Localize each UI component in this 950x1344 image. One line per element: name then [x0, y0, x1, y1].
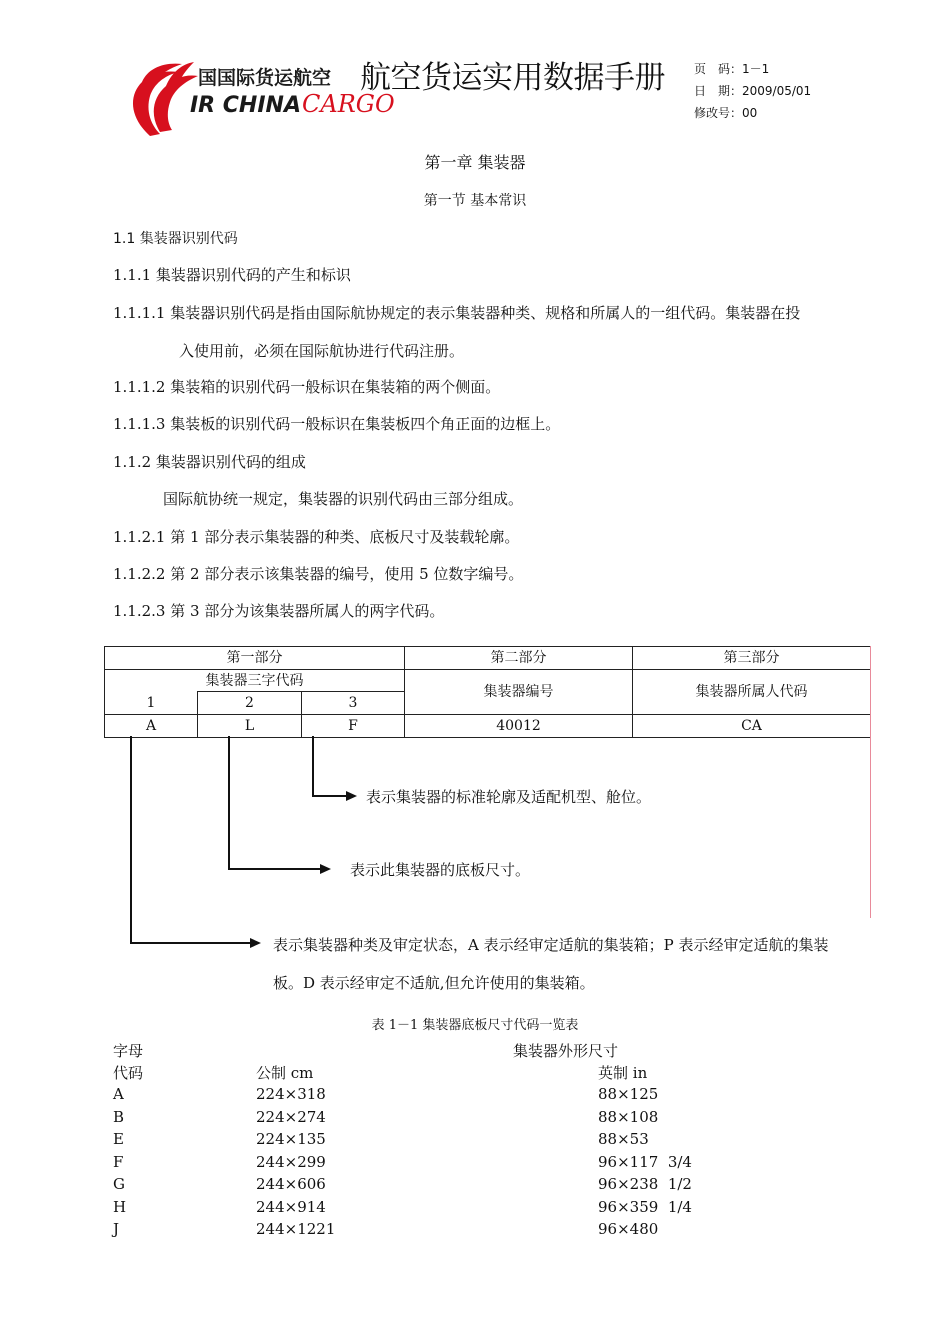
size-code-cell: F: [113, 1153, 124, 1171]
size-metric-cell: 244×914: [256, 1198, 326, 1216]
header-metric: 公制 cm: [256, 1064, 314, 1082]
annotation-type-status-cont: 板。D 表示经审定不适航,但允许使用的集装箱。: [273, 974, 595, 992]
annotation-type-status: 表示集装器种类及审定状态，A 表示经审定适航的集装箱；P 表示经审定适航的集装: [273, 936, 829, 954]
size-code-cell: E: [113, 1130, 124, 1148]
code-letter-3: F: [302, 715, 405, 738]
size-code-cell: J: [113, 1220, 120, 1238]
chapter-heading: 第一章 集装器: [424, 153, 526, 172]
size-imperial-cell: 88×53: [598, 1130, 649, 1148]
table-caption: 表 1－1 集装器底板尺寸代码一览表: [371, 1018, 579, 1033]
size-metric-cell: 244×299: [256, 1153, 326, 1171]
paragraph-1-1-2-1: 1.1.2.1 第 1 部分表示集装器的种类、底板尺寸及装载轮廓。: [113, 528, 520, 546]
arrow-head-1-icon: [250, 938, 261, 948]
serial-number-value: 40012: [405, 715, 633, 738]
size-imperial-cell: 96×238 1/2: [598, 1175, 692, 1193]
size-code-cell: G: [113, 1175, 125, 1193]
manual-title: 航空货运实用数据手册: [360, 60, 665, 96]
owner-code-header: 集装器所属人代码: [633, 670, 871, 715]
date-value: 2009/05/01: [742, 84, 812, 98]
part-three-header: 第三部分: [633, 647, 871, 670]
size-metric-cell: 224×274: [256, 1108, 326, 1126]
arrow-part-1-line: [131, 736, 252, 943]
size-metric-cell: 244×606: [256, 1175, 326, 1193]
heading-1-1-1: 1.1.1 集装器识别代码的产生和标识: [113, 266, 351, 284]
paragraph-1-1-2-2: 1.1.2.2 第 2 部分表示该集装器的编号，使用 5 位数字编号。: [113, 565, 524, 583]
serial-number-header: 集装器编号: [405, 670, 633, 715]
annotation-outline: 表示集装器的标准轮廓及适配机型、舱位。: [366, 788, 652, 806]
position-1: 1: [105, 692, 198, 715]
revision-label: 修改号：: [694, 106, 743, 120]
section-heading: 第一节 基本常识: [423, 193, 527, 209]
page-value: 1－1: [742, 62, 770, 76]
size-metric-cell: 224×318: [256, 1085, 326, 1103]
three-letter-code-header: 集装器三字代码: [105, 670, 405, 692]
owner-code-value: CA: [633, 715, 871, 738]
page-label: 页 码：: [694, 62, 743, 76]
size-code-cell: H: [113, 1198, 127, 1216]
position-2: 2: [198, 692, 302, 715]
revision-value: 00: [742, 106, 758, 120]
size-imperial-cell: 96×117 3/4: [598, 1153, 692, 1171]
arrow-head-3-icon: [346, 791, 357, 801]
size-metric-cell: 224×135: [256, 1130, 326, 1148]
position-3: 3: [302, 692, 405, 715]
arrow-head-2-icon: [320, 864, 331, 874]
paragraph-intro: 国际航协统一规定，集装器的识别代码由三部分组成。: [163, 490, 524, 508]
heading-1-1-2: 1.1.2 集装器识别代码的组成: [113, 453, 306, 471]
paragraph-1-1-2-3: 1.1.2.3 第 3 部分为该集装器所属人的两字代码。: [113, 602, 445, 620]
size-imperial-cell: 88×125: [598, 1085, 659, 1103]
arrow-part-3-line: [313, 736, 348, 796]
paragraph-1-1-1-2: 1.1.1.2 集装箱的识别代码一般标识在集装箱的两个侧面。: [113, 378, 501, 396]
header-letter-line1: 字母: [113, 1042, 144, 1060]
date-label: 日 期：: [694, 84, 743, 98]
code-letter-1: A: [105, 715, 198, 738]
svg-text:CARGO: CARGO: [302, 90, 395, 118]
size-metric-cell: 244×1221: [256, 1220, 336, 1238]
arrow-part-2-line: [229, 736, 322, 869]
heading-1-1: 1.1 集装器识别代码: [113, 231, 238, 247]
svg-text:IR CHINA: IR CHINA: [190, 93, 301, 118]
size-imperial-cell: 96×359 1/4: [598, 1198, 692, 1216]
paragraph-1-1-1-3: 1.1.1.3 集装板的识别代码一般标识在集装板四个角正面的边框上。: [113, 415, 561, 433]
header-dimensions: 集装器外形尺寸: [513, 1042, 619, 1060]
size-imperial-cell: 96×480: [598, 1220, 659, 1238]
annotation-base-size: 表示此集装器的底板尺寸。: [350, 861, 531, 879]
size-code-cell: B: [113, 1108, 125, 1126]
part-two-header: 第二部分: [405, 647, 633, 670]
header-imperial: 英制 in: [598, 1064, 648, 1082]
size-code-cell: A: [113, 1085, 124, 1103]
header-letter-line2: 代码: [113, 1064, 144, 1082]
paragraph-1-1-1-1-cont: 入使用前，必须在国际航协进行代码注册。: [179, 342, 465, 360]
svg-text:国国际货运航空: 国国际货运航空: [198, 67, 332, 89]
size-imperial-cell: 88×108: [598, 1108, 659, 1126]
part-one-header: 第一部分: [105, 647, 405, 670]
paragraph-1-1-1-1: 1.1.1.1 集装器识别代码是指由国际航协规定的表示集装器种类、规格和所属人的一组代码。集装器在投: [113, 304, 801, 322]
code-letter-2: L: [198, 715, 302, 738]
